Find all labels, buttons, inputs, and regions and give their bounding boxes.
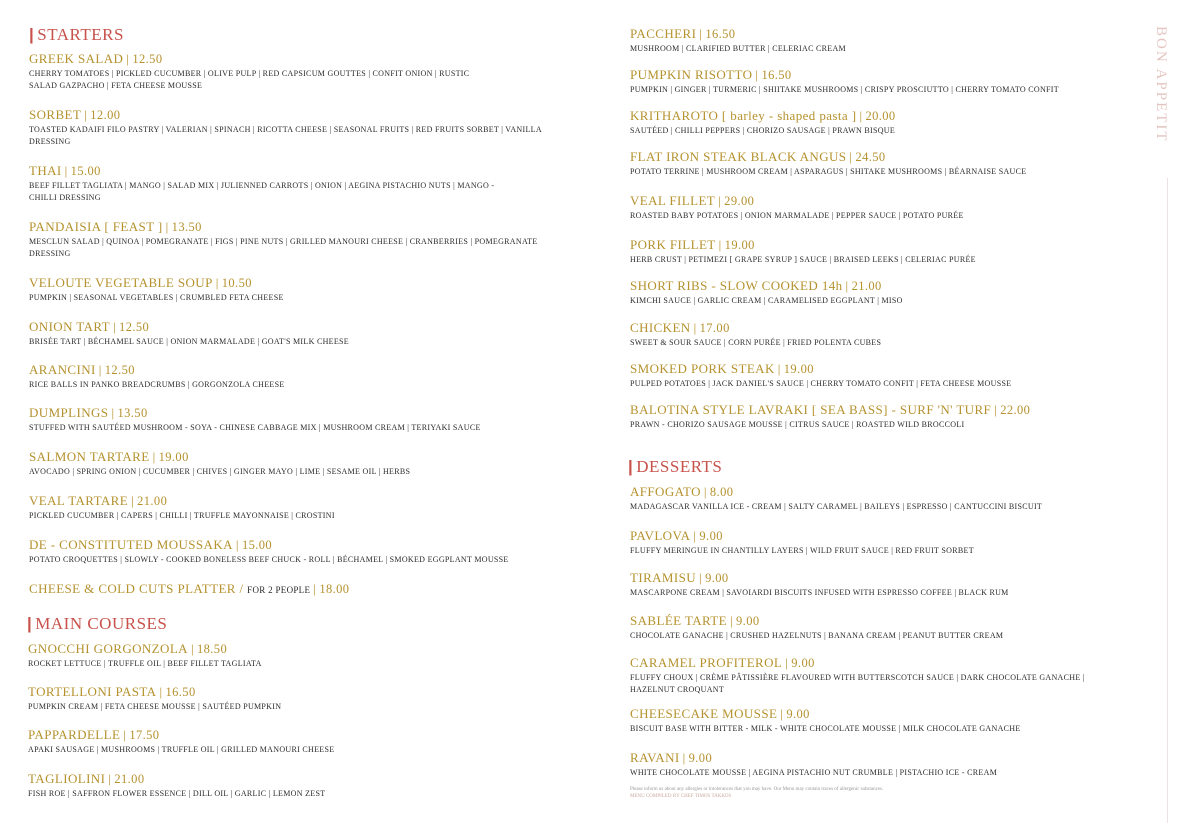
item-desc: MASCARPONE CREAM | SAVOIARDI BISCUITS INFUSED WITH ESPRESSO COFFEE | BLACK RUM <box>630 588 1009 597</box>
item-price: 10.50 <box>221 276 252 290</box>
footnote-credit: MENU COMPILED BY CHEF TIMOS TAKKOS <box>630 794 732 799</box>
item-price: 15.00 <box>241 538 273 552</box>
item-price: 29.00 <box>724 194 755 208</box>
item-price: 17.00 <box>699 321 730 335</box>
item-desc: ROCKET LETTUCE | TRUFFLE OIL | BEEF FILLET TAGLIATA <box>28 659 262 668</box>
item-price: 19.00 <box>724 238 755 252</box>
item-price: 12.50 <box>132 52 163 66</box>
item-name: CHICKEN <box>630 320 691 335</box>
item-price: 9.00 <box>699 529 723 543</box>
item-name: FLAT IRON STEAK BLACK ANGUS <box>630 149 847 164</box>
item-desc: BEEF FILLET TAGLIATA | MANGO | SALAD MIX | JULIENNED CARROTS | ONION | AEGINA PISTACHIO NUTS | MANGO - CHILLI DRESSING <box>29 181 495 202</box>
menu-item-affogato: AFFOGATO | 8.00 MADAGASCAR VANILLA ICE - CREAM | SALTY CARAMEL | BAILEYS | ESPRESSO | CANTUCCINI BISCUIT <box>630 484 1150 513</box>
menu-item-chicken: CHICKEN | 17.00 SWEET & SOUR SAUCE | CORN PURÉE | FRIED POLENTA CUBES <box>630 320 1150 349</box>
menu-item-kritharoto: KRITHAROTO [ barley - shaped pasta ] | 20.00 SAUTÉED | CHILLI PEPPERS | CHORIZO SAUSAGE | PRAWN BISQUE <box>630 108 1150 137</box>
menu-item-sorbet: SORBET | 12.00 TOASTED KADAIFI FILO PASTRY | VALERIAN | SPINACH | RICOTTA CHEESE | SEASONAL FRUITS | RED FRUITS SORBET | VANILLA DRESSING <box>29 107 589 148</box>
menu-item-veal-tartare: VEAL TARTARE | 21.00 PICKLED CUCUMBER | CAPERS | CHILLI | TRUFFLE MAYONNAISE | CROSTINI <box>29 493 589 522</box>
menu-item-pavlova: PAVLOVA | 9.00 FLUFFY MERINGUE IN CHANTILLY LAYERS | WILD FRUIT SAUCE | RED FRUIT SORBET <box>630 528 1150 557</box>
item-note: FOR 2 PEOPLE <box>247 585 311 595</box>
item-price: 21.00 <box>851 279 882 293</box>
menu-item-short-ribs: SHORT RIBS - SLOW COOKED 14h | 21.00 KIMCHI SAUCE | GARLIC CREAM | CARAMELISED EGGPLANT | MISO <box>630 278 1150 307</box>
menu-item-cheese-platter: CHEESE & COLD CUTS PLATTER / FOR 2 PEOPLE | 18.00 <box>29 581 350 596</box>
item-name: CARAMEL PROFITEROL <box>630 655 783 670</box>
menu-item-pork-fillet: PORK FILLET | 19.00 HERB CRUST | PETIMEZI [ GRAPE SYRUP ] SAUCE | BRAISED LEEKS | CELERIAC PURÉE <box>630 237 1150 266</box>
menu-item-veal-fillet: VEAL FILLET | 29.00 ROASTED BABY POTATOES | ONION MARMALADE | PEPPER SAUCE | POTATO PURÉE <box>630 193 1150 222</box>
item-price: 9.00 <box>786 707 810 721</box>
item-name: PUMPKIN RISOTTO <box>630 67 753 82</box>
menu-item-pumpkin-risotto: PUMPKIN RISOTTO | 16.50 PUMPKIN | GINGER | TURMERIC | SHIITAKE MUSHROOMS | CRISPY PROSCIUTTO | CHERRY TOMATO CONFIT <box>630 67 1150 96</box>
item-price: 8.00 <box>709 485 734 499</box>
menu-item-cheesecake-mousse: CHEESECAKE MOUSSE | 9.00 BISCUIT BASE WITH BITTER - MILK - WHITE CHOCOLATE MOUSSE | MILK CHOCOLATE GANACHE <box>630 706 1150 735</box>
item-desc: PUMPKIN | GINGER | TURMERIC | SHIITAKE MUSHROOMS | CRISPY PROSCIUTTO | CHERRY TOMATO CONFIT <box>630 85 1059 94</box>
item-name: VEAL TARTARE <box>29 493 129 508</box>
item-price: 21.00 <box>114 772 145 786</box>
menu-item-flat-iron-steak: FLAT IRON STEAK BLACK ANGUS | 24.50 POTATO TERRINE | MUSHROOM CREAM | ASPARAGUS | SHITAKE MUSHROOMS | BÉARNAISE SAUCE <box>630 149 1150 178</box>
section-main-courses-title: | MAIN COURSES <box>27 614 168 633</box>
item-desc: MADAGASCAR VANILLA ICE - CREAM | SALTY CARAMEL | BAILEYS | ESPRESSO | CANTUCCINI BISCUIT <box>630 502 1043 511</box>
item-price: 22.00 <box>1000 403 1031 417</box>
item-price: 21.00 <box>137 494 168 508</box>
item-desc: BRISÉE TART | BÉCHAMEL SAUCE | ONION MARMALADE | GOAT'S MILK CHEESE <box>29 337 349 346</box>
menu-item-gnocchi: GNOCCHI GORGONZOLA | 18.50 ROCKET LETTUCE | TRUFFLE OIL | BEEF FILLET TAGLIATA <box>28 641 588 670</box>
item-desc: TOASTED KADAIFI FILO PASTRY | VALERIAN | SPINACH | RICOTTA CHEESE | SEASONAL FRUITS | RED FRUITS SORBET | VANILLA DRESSING <box>29 125 542 146</box>
item-price: 12.00 <box>90 108 121 122</box>
item-desc: MESCLUN SALAD | QUINOA | POMEGRANATE | FIGS | PINE NUTS | GRILLED MANOURI CHEESE | CRANBERRIES | POMEGRANATE DRESSING <box>29 237 538 258</box>
item-price: 18.50 <box>196 642 228 656</box>
item-desc: HERB CRUST | PETIMEZI [ GRAPE SYRUP ] SAUCE | BRAISED LEEKS | CELERIAC PURÉE <box>630 255 976 264</box>
item-price: 9.00 <box>736 614 760 628</box>
section-starters-title: | STARTERS <box>29 25 124 44</box>
item-name: CHEESE & COLD CUTS PLATTER / <box>29 581 244 596</box>
item-name: THAI <box>29 163 62 178</box>
item-desc: KIMCHI SAUCE | GARLIC CREAM | CARAMELISED EGGPLANT | MISO <box>630 296 903 305</box>
item-name: PACCHERI <box>630 26 697 41</box>
menu-item-greek-salad: GREEK SALAD | 12.50 CHERRY TOMATOES | PICKLED CUCUMBER | OLIVE PULP | RED CAPSICUM GOUTTES | CONFIT ONION | RUSTIC SALAD GAZPACHO | FETA CHEESE MOUSSE <box>29 51 589 92</box>
section-desserts-title: | DESSERTS <box>628 457 723 476</box>
menu-item-onion-tart: ONION TART | 12.50 BRISÉE TART | BÉCHAMEL SAUCE | ONION MARMALADE | GOAT'S MILK CHEESE <box>29 319 589 348</box>
item-name: SMOKED PORK STEAK <box>630 361 775 376</box>
menu-item-balotina-lavraki: BALOTINA STYLE LAVRAKI [ SEA BASS] - SURF 'N' TURF | 22.00 PRAWN - CHORIZO SAUSAGE MOUSSE | CITRUS SAUCE | ROASTED WILD BROCCOLI <box>630 402 1150 431</box>
item-name: SORBET <box>29 107 82 122</box>
item-desc: PRAWN - CHORIZO SAUSAGE MOUSSE | CITRUS SAUCE | ROASTED WILD BROCCOLI <box>630 420 965 429</box>
item-price: 17.50 <box>129 728 160 742</box>
item-name: SALMON TARTARE <box>29 449 150 464</box>
menu-item-tortelloni: TORTELLONI PASTA | 16.50 PUMPKIN CREAM | FETA CHEESE MOUSSE | SAUTÉED PUMPKIN <box>28 684 588 713</box>
menu-item-arancini: ARANCINI | 12.50 RICE BALLS IN PANKO BREADCRUMBS | GORGONZOLA CHEESE <box>29 362 589 391</box>
item-price: 9.00 <box>688 751 713 765</box>
item-name: PORK FILLET <box>630 237 716 252</box>
item-name: GREEK SALAD <box>29 51 124 66</box>
item-name: TIRAMISU <box>630 570 697 585</box>
item-desc: BISCUIT BASE WITH BITTER - MILK - WHITE CHOCOLATE MOUSSE | MILK CHOCOLATE GANACHE <box>630 724 1021 733</box>
item-name: PAPPARDELLE <box>28 727 121 742</box>
item-desc: SAUTÉED | CHILLI PEPPERS | CHORIZO SAUSAGE | PRAWN BISQUE <box>630 126 896 135</box>
item-name: TAGLIOLINI <box>28 771 106 786</box>
menu-item-pandaisia: PANDAISIA [ FEAST ] | 13.50 MESCLUN SALAD | QUINOA | POMEGRANATE | FIGS | PINE NUTS | GRILLED MANOURI CHEESE | CRANBERRIES | POMEGRANATE DRESSING <box>29 219 538 258</box>
item-name: GNOCCHI GORGONZOLA <box>28 641 188 656</box>
item-price: 9.00 <box>705 571 729 585</box>
item-name: PAVLOVA <box>630 528 691 543</box>
item-price: 20.00 <box>865 109 896 123</box>
item-desc: MUSHROOM | CLARIFIED BUTTER | CELERIAC CREAM <box>630 44 846 53</box>
item-desc: SWEET & SOUR SAUCE | CORN PURÉE | FRIED POLENTA CUBES <box>630 338 882 347</box>
item-name: DUMPLINGS <box>29 405 109 420</box>
item-price: 16.50 <box>705 27 736 41</box>
menu-item-pappardelle: PAPPARDELLE | 17.50 APAKI SAUSAGE | MUSHROOMS | TRUFFLE OIL | GRILLED MANOURI CHEESE <box>28 727 588 756</box>
item-desc: PUMPKIN CREAM | FETA CHEESE MOUSSE | SAUTÉED PUMPKIN <box>28 702 282 711</box>
item-desc: APAKI SAUSAGE | MUSHROOMS | TRUFFLE OIL | GRILLED MANOURI CHEESE <box>28 745 335 754</box>
item-desc: PUMPKIN | SEASONAL VEGETABLES | CRUMBLED FETA CHEESE <box>29 293 284 302</box>
item-desc: PULPED POTATOES | JACK DANIEL'S SAUCE | CHERRY TOMATO CONFIT | FETA CHEESE MOUSSE <box>630 379 1012 388</box>
menu-item-dumplings: DUMPLINGS | 13.50 STUFFED WITH SAUTÉED MUSHROOM - SOYA - CHINESE CABBAGE MIX | MUSHROOM CREAM | TERIYAKI SAUCE <box>29 405 589 434</box>
item-name: SABLÉE TARTE <box>630 613 727 628</box>
item-price: 19.00 <box>783 362 814 376</box>
item-name: AFFOGATO <box>630 484 701 499</box>
item-desc: PICKLED CUCUMBER | CAPERS | CHILLI | TRUFFLE MAYONNAISE | CROSTINI <box>29 511 335 520</box>
allergy-footnote <box>630 786 1050 800</box>
menu-item-moussaka: DE - CONSTITUTED MOUSSAKA | 15.00 POTATO CROQUETTES | SLOWLY - COOKED BONELESS BEEF CHUCK - ROLL | BÉCHAMEL | SMOKED EGGPLANT MOUSSE <box>29 537 589 566</box>
menu-item-paccheri: PACCHERI | 16.50 MUSHROOM | CLARIFIED BUTTER | CELERIAC CREAM <box>630 26 1150 55</box>
bon-appetit-side-text: BON APPETIT <box>1153 26 1169 143</box>
item-desc: FISH ROE | SAFFRON FLOWER ESSENCE | DILL OIL | GARLIC | LEMON ZEST <box>28 789 326 798</box>
menu-item-sablee-tarte: SABLÉE TARTE | 9.00 CHOCOLATE GANACHE | CRUSHED HAZELNUTS | BANANA CREAM | PEANUT BUTTER CREAM <box>630 613 1150 642</box>
item-price: 9.00 <box>791 656 815 670</box>
item-price: 16.50 <box>761 68 792 82</box>
item-name: CHEESECAKE MOUSSE <box>630 706 778 721</box>
item-desc: CHOCOLATE GANACHE | CRUSHED HAZELNUTS | BANANA CREAM | PEANUT BUTTER CREAM <box>630 631 1004 640</box>
menu-item-thai: THAI | 15.00 BEEF FILLET TAGLIATA | MANGO | SALAD MIX | JULIENNED CARROTS | ONION | AEGINA PISTACHIO NUTS | MANGO - CHILLI DRESSING <box>29 163 589 204</box>
menu-item-salmon-tartare: SALMON TARTARE | 19.00 AVOCADO | SPRING ONION | CUCUMBER | CHIVES | GINGER MAYO | LIME | SESAME OIL | HERBS <box>29 449 589 478</box>
menu-item-smoked-pork-steak: SMOKED PORK STEAK | 19.00 PULPED POTATOES | JACK DANIEL'S SAUCE | CHERRY TOMATO CONFIT | FETA CHEESE MOUSSE <box>630 361 1150 390</box>
item-price: 13.50 <box>117 406 148 420</box>
menu-item-tiramisu: TIRAMISU | 9.00 MASCARPONE CREAM | SAVOIARDI BISCUITS INFUSED WITH ESPRESSO COFFEE | BLACK RUM <box>630 570 1150 599</box>
footnote-allergy-text: Please inform us about any allergies or intolerances that you may have. Our Menu may contain traces of allergenic substances. <box>630 787 884 792</box>
item-desc: ROASTED BABY POTATOES | ONION MARMALADE | PEPPER SAUCE | POTATO PURÉE <box>630 211 964 220</box>
item-desc: POTATO TERRINE | MUSHROOM CREAM | ASPARAGUS | SHITAKE MUSHROOMS | BÉARNAISE SAUCE <box>630 167 1027 176</box>
item-desc: RICE BALLS IN PANKO BREADCRUMBS | GORGONZOLA CHEESE <box>29 380 285 389</box>
item-name: VELOUTE VEGETABLE SOUP <box>29 275 213 290</box>
item-name: RAVANI <box>630 750 680 765</box>
item-price: 19.00 <box>158 450 189 464</box>
item-name: PANDAISIA [ FEAST ] <box>29 219 163 234</box>
item-price: 16.50 <box>165 685 196 699</box>
item-name: DE - CONSTITUTED MOUSSAKA <box>29 537 233 552</box>
item-price: 13.50 <box>171 220 202 234</box>
menu-item-caramel-profiterol: CARAMEL PROFITEROL | 9.00 FLUFFY CHOUX | CRÈME PÂTISSIÈRE FLAVOURED WITH BUTTERSCOTCH SAUCE | DARK CHOCOLATE GANACHE | HAZELNUT CROQUANT <box>630 655 1150 696</box>
menu-item-ravani: RAVANI | 9.00 WHITE CHOCOLATE MOUSSE | AEGINA PISTACHIO NUT CRUMBLE | PISTACHIO ICE - CREAM <box>630 750 1150 779</box>
item-price: 12.50 <box>104 363 135 377</box>
menu-item-veloute: VELOUTE VEGETABLE SOUP | 10.50 PUMPKIN | SEASONAL VEGETABLES | CRUMBLED FETA CHEESE <box>29 275 589 304</box>
item-desc: AVOCADO | SPRING ONION | CUCUMBER | CHIVES | GINGER MAYO | LIME | SESAME OIL | HERBS <box>29 467 411 476</box>
item-price: 18.00 <box>319 582 350 596</box>
item-price: 12.50 <box>119 320 150 334</box>
item-name: KRITHAROTO [ barley - shaped pasta ] <box>630 108 857 123</box>
item-desc: STUFFED WITH SAUTÉED MUSHROOM - SOYA - CHINESE CABBAGE MIX | MUSHROOM CREAM | TERIYAKI SAUCE <box>29 423 481 432</box>
item-desc: FLUFFY MERINGUE IN CHANTILLY LAYERS | WILD FRUIT SAUCE | RED FRUIT SORBET <box>630 546 974 555</box>
item-price: 24.50 <box>855 150 886 164</box>
item-name: VEAL FILLET <box>630 193 716 208</box>
item-name: ONION TART <box>29 319 111 334</box>
item-desc: WHITE CHOCOLATE MOUSSE | AEGINA PISTACHIO NUT CRUMBLE | PISTACHIO ICE - CREAM <box>630 768 998 777</box>
item-name: ARANCINI <box>29 362 96 377</box>
item-name: TORTELLONI PASTA <box>28 684 157 699</box>
item-price: 15.00 <box>70 164 101 178</box>
menu-item-tagliolini: TAGLIOLINI | 21.00 FISH ROE | SAFFRON FLOWER ESSENCE | DILL OIL | GARLIC | LEMON ZEST <box>28 771 588 800</box>
side-divider <box>1167 178 1168 823</box>
item-name: BALOTINA STYLE LAVRAKI [ SEA BASS] - SURF 'N' TURF <box>630 402 992 417</box>
item-desc: FLUFFY CHOUX | CRÈME PÂTISSIÈRE FLAVOURED WITH BUTTERSCOTCH SAUCE | DARK CHOCOLATE GANACHE | HAZELNUT CROQUANT <box>630 673 1085 694</box>
item-desc: CHERRY TOMATOES | PICKLED CUCUMBER | OLIVE PULP | RED CAPSICUM GOUTTES | CONFIT ONION | RUSTIC SALAD GAZPACHO | FETA CHEESE MOUSSE <box>29 69 470 90</box>
item-desc: POTATO CROQUETTES | SLOWLY - COOKED BONELESS BEEF CHUCK - ROLL | BÉCHAMEL | SMOKED EGGPLANT MOUSSE <box>29 555 509 564</box>
item-name: SHORT RIBS - SLOW COOKED 14h <box>630 278 843 293</box>
